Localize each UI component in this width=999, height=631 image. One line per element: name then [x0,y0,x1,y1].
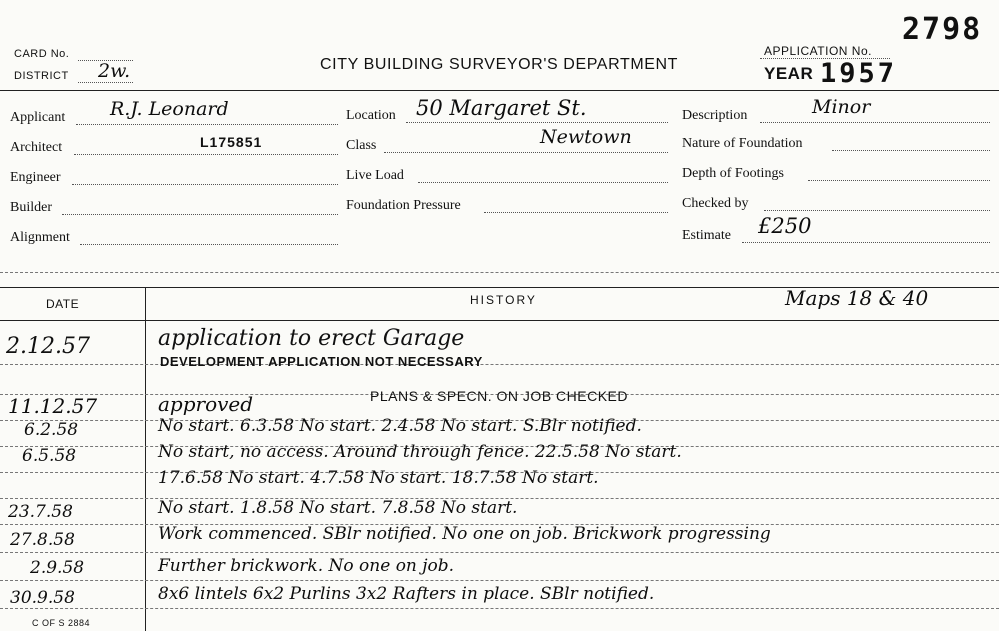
application-no-value: 2798 [902,12,983,47]
alignment-line [80,244,338,245]
history-entry: application to erect Garage [158,326,465,351]
history-entry: No start, no access. Around through fence. 22.5.58 No start. [158,442,682,462]
estimate-line [742,242,990,243]
architect-value: L175851 [200,134,263,150]
builder-label: Builder [10,200,52,215]
live-load-line [418,182,668,183]
history-entry: 17.6.58 No start. 4.7.58 No start. 18.7.58 No start. [158,468,599,488]
checked-by-line [764,210,990,211]
plans-checked-stamp: PLANS & SPECN. ON JOB CHECKED [370,388,629,404]
row-line [0,580,999,581]
alignment-label: Alignment [10,230,70,245]
card-no-label: CARD No. [14,48,70,60]
applicant-line [76,124,338,125]
history-date: 30.9.58 [10,588,75,608]
history-date: 11.12.57 [8,394,98,418]
district-line [78,82,133,83]
history-entry: No start. 6.3.58 No start. 2.4.58 No start. S.Blr notified. [158,416,642,436]
engineer-label: Engineer [10,170,61,185]
row-line [0,364,999,365]
history-entry: Further brickwork. No one on job. [158,556,455,576]
history-date: 6.5.58 [22,446,77,466]
foundation-pressure-label: Foundation Pressure [346,198,461,213]
district-label: DISTRICT [14,70,69,82]
history-header-border [0,320,999,321]
history-entry: Work commenced. SBlr notified. No one on job. Brickwork progressing [158,524,771,544]
history-entry: 8x6 lintels 6x2 Purlins 3x2 Rafters in place. SBlr notified. [158,584,655,604]
applicant-label: Applicant [10,110,66,125]
top-border [0,90,999,91]
maps-note: Maps 18 & 40 [785,286,929,310]
application-no-line [760,58,890,59]
estimate-label: Estimate [682,228,731,243]
year-label: YEAR [764,64,814,83]
description-value: Minor [812,96,871,118]
nature-label: Nature of Foundation [682,136,803,151]
department-title: CITY BUILDING SURVEYOR'S DEPARTMENT [320,56,679,73]
foundation-pressure-line [484,212,668,213]
class-label: Class [346,138,377,153]
history-entry: approved [158,392,254,416]
architect-line [74,154,338,155]
development-stamp: DEVELOPMENT APPLICATION NOT NECESSARY [160,354,483,369]
description-line [760,122,990,123]
checked-by-label: Checked by [682,196,749,211]
depth-line [808,180,990,181]
row-line [0,552,999,553]
application-no-label: APPLICATION No. [764,44,872,58]
live-load-label: Live Load [346,168,404,183]
form-code: C OF S 2884 [32,618,91,628]
date-header: DATE [46,297,80,311]
engineer-line [72,184,338,185]
architect-label: Architect [10,140,63,155]
district-value: 2w. [98,60,131,82]
history-header: HISTORY [470,293,537,307]
location-value-2: Newtown [540,126,632,148]
history-date: 2.9.58 [30,558,85,578]
row-line [0,608,999,609]
class-line [384,152,668,153]
history-date: 27.8.58 [10,530,75,550]
builder-line [62,214,338,215]
location-value: 50 Margaret St. [416,96,587,120]
history-date: 2.12.57 [6,334,90,359]
history-date: 23.7.58 [8,502,73,522]
history-entry: No start. 1.8.58 No start. 7.8.58 No start. [158,498,518,518]
depth-label: Depth of Footings [682,166,784,181]
location-label: Location [346,108,396,123]
location-line [406,122,668,123]
fields-bottom-dashed [0,272,999,273]
description-label: Description [682,108,748,123]
nature-line [832,150,990,151]
estimate-value: £250 [758,214,812,238]
applicant-value: R.J. Leonard [110,98,229,120]
history-date: 6.2.58 [24,420,79,440]
year-value: 1957 [820,58,898,89]
